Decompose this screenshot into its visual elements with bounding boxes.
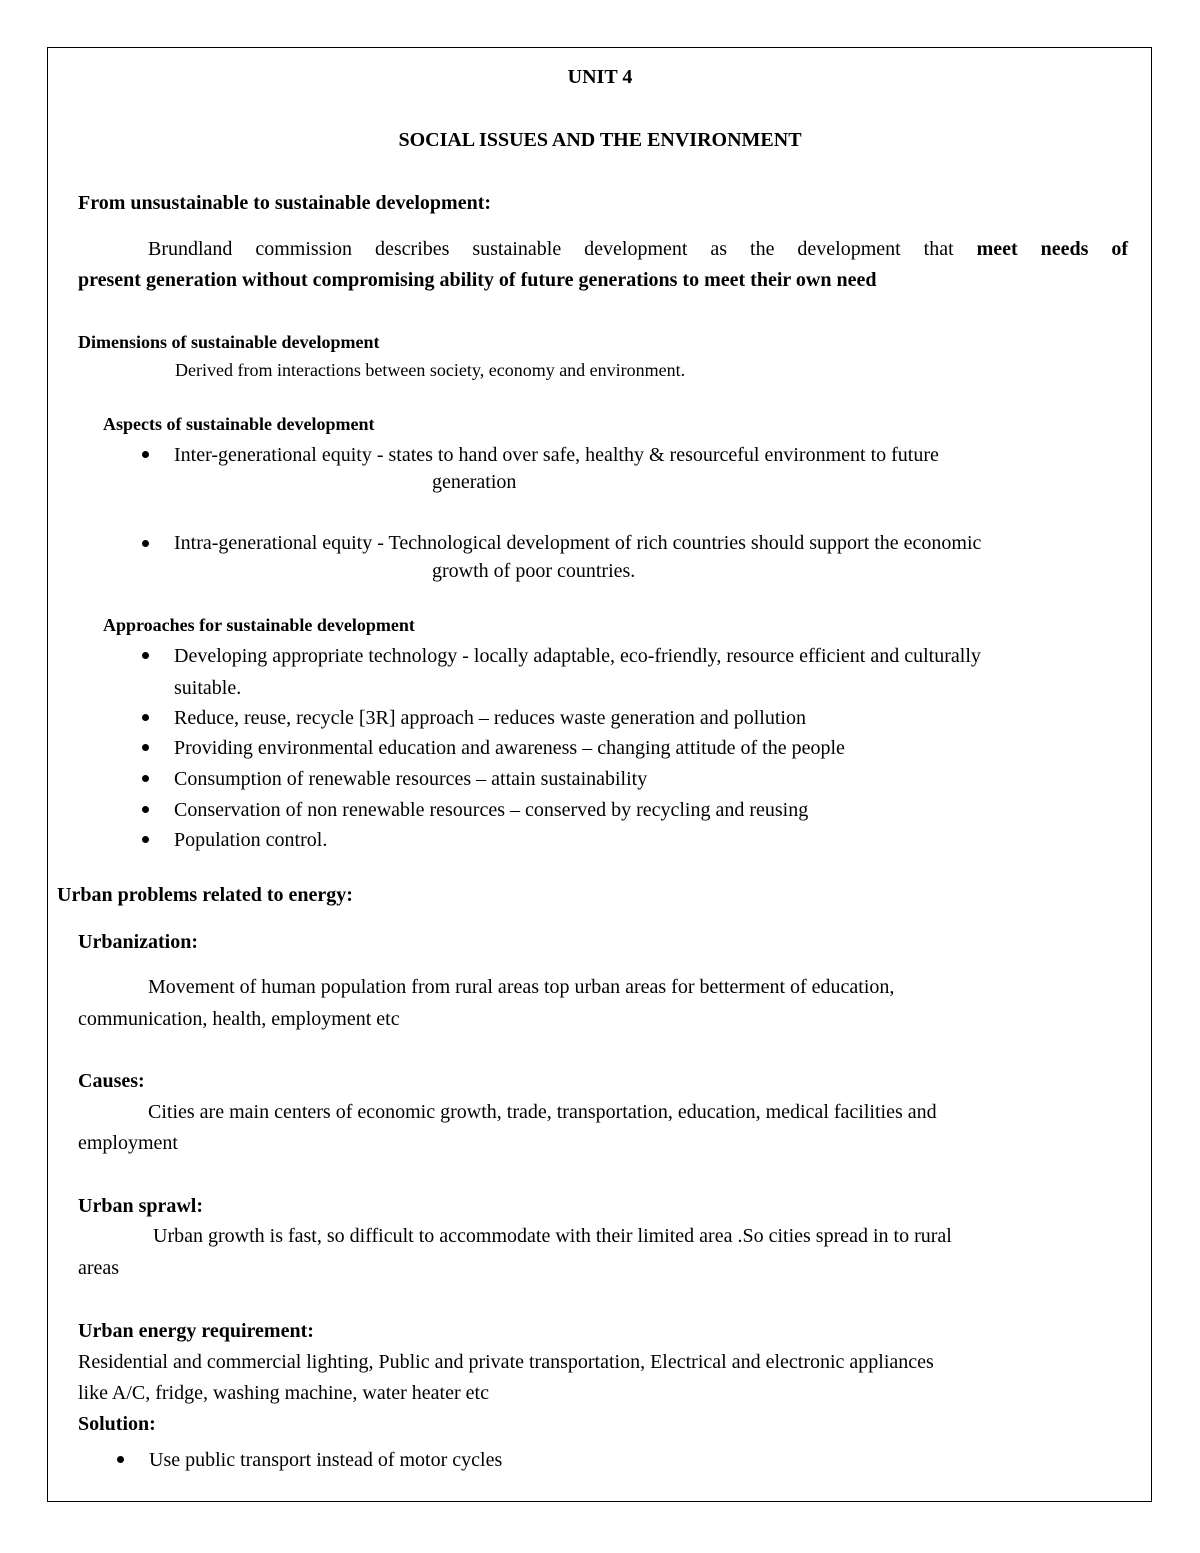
- bullet-icon: [142, 775, 149, 782]
- aspects-heading: Aspects of sustainable development: [103, 414, 375, 434]
- causes-line-2: employment: [78, 1132, 178, 1154]
- bullet-icon: [142, 806, 149, 813]
- unit-title: UNIT 4: [567, 66, 633, 88]
- sprawl-line-1: Urban growth is fast, so difficult to accommodate with their limited area .So cities spread in to rural: [153, 1225, 952, 1247]
- bullet-icon: [142, 744, 149, 751]
- bullet-icon: [142, 836, 149, 843]
- aspect-item-intra-cont: growth of poor countries.: [432, 560, 636, 582]
- page-title: SOCIAL ISSUES AND THE ENVIRONMENT: [398, 129, 802, 151]
- causes-heading: Causes:: [78, 1070, 145, 1092]
- energy-heading: Urban energy requirement:: [78, 1320, 314, 1342]
- sprawl-heading: Urban sprawl:: [78, 1195, 204, 1217]
- bullet-icon: [142, 652, 149, 659]
- aspect-item-intra: Intra-generational equity - Technological development of rich countries should support the economic: [174, 532, 982, 554]
- approach-item-cont: suitable.: [174, 677, 242, 699]
- urbanization-heading: Urbanization:: [78, 931, 198, 953]
- bullet-icon: [142, 540, 149, 547]
- approach-item: Consumption of renewable resources – attain sustainability: [174, 768, 648, 790]
- bullet-icon: [142, 714, 149, 721]
- approach-item: Reduce, reuse, recycle [3R] approach – reduces waste generation and pollution: [174, 707, 806, 729]
- aspect-item-inter: Inter-generational equity - states to hand over safe, healthy & resourceful environment to future: [174, 444, 939, 466]
- approach-item: Providing environmental education and awareness – changing attitude of the people: [174, 737, 845, 759]
- energy-line-1: Residential and commercial lighting, Public and private transportation, Electrical and electronic appliances: [78, 1351, 934, 1373]
- bullet-icon: [117, 1456, 124, 1463]
- dimensions-heading: Dimensions of sustainable development: [78, 332, 380, 352]
- dimensions-text: Derived from interactions between society, economy and environment.: [175, 360, 686, 380]
- aspect-item-inter-cont: generation: [432, 471, 517, 493]
- approach-item: Conservation of non renewable resources – conserved by recycling and reusing: [174, 799, 809, 821]
- approach-item: Population control.: [174, 829, 328, 851]
- urbanization-line-2: communication, health, employment etc: [78, 1008, 400, 1030]
- approaches-heading: Approaches for sustainable development: [103, 615, 415, 635]
- definition-line-1: [148, 237, 1128, 261]
- sprawl-line-2: areas: [78, 1257, 120, 1279]
- energy-line-2: like A/C, fridge, washing machine, water heater etc: [78, 1382, 489, 1404]
- causes-line-1: Cities are main centers of economic growth, trade, transportation, education, medical facilities and: [148, 1101, 937, 1123]
- approach-item: Developing appropriate technology - locally adaptable, eco-friendly, resource efficient and culturally: [174, 645, 981, 667]
- bullet-icon: [142, 451, 149, 458]
- definition-line-2: present generation without compromising ability of future generations to meet their own need: [78, 269, 877, 291]
- urbanization-line-1: Movement of human population from rural areas top urban areas for betterment of education,: [148, 976, 895, 998]
- definition-normal-text: Brundland commission describes sustainable development as the development that: [148, 238, 954, 260]
- solution-heading: Solution:: [78, 1413, 156, 1435]
- definition-bold-text: meet needs of: [976, 238, 1129, 260]
- urban-problems-heading: Urban problems related to energy:: [57, 884, 353, 906]
- section-heading-sustainable: From unsustainable to sustainable development:: [78, 192, 492, 214]
- solution-item: Use public transport instead of motor cycles: [149, 1449, 503, 1471]
